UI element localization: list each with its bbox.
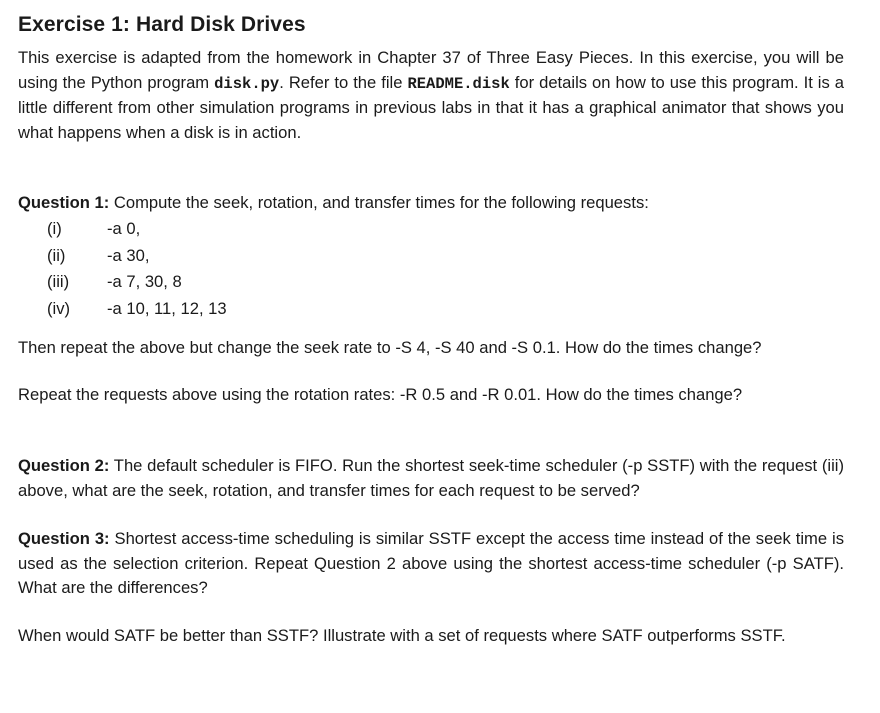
question-1 <box>18 191 844 216</box>
question-1-text: Compute the seek, rotation, and transfer times for the following requests: <box>109 193 649 212</box>
request-args: -a 10, 11, 12, 13 <box>107 298 227 318</box>
readme-filename: README.disk <box>407 74 510 93</box>
intro-text-3: for details on how to use this program. It is a little different from other simulation programs in previous labs in that it has a graphical animator that shows you what happens when a disk is in action. <box>18 72 844 142</box>
intro-text-1: This exercise is adapted from the homework in Chapter 37 of Three Easy Pieces. In this exercise, you will be using the Python program <box>18 48 844 92</box>
exercise-title: Exercise 1: Hard Disk Drives <box>18 13 306 36</box>
question-1-rotation-followup: Repeat the requests above using the rotation rates: -R 0.5 and -R 0.01. How do the times change? <box>18 385 743 404</box>
program-name: disk.py <box>214 74 280 93</box>
question-2-label: Question 2: <box>18 456 110 475</box>
question-1-seek-followup: Then repeat the above but change the seek rate to -S 4, -S 40 and -S 0.1. How do the times change? <box>18 338 762 357</box>
request-args: -a 7, 30, 8 <box>107 272 182 291</box>
question-3-label: Question 3: <box>18 529 110 548</box>
question-1-label: Question 1: <box>18 193 110 212</box>
request-number: (ii) <box>47 245 66 265</box>
request-number: (i) <box>47 219 62 238</box>
question-2-text: The default scheduler is FIFO. Run the shortest seek-time scheduler (-p SSTF) with the request (iii) above, what are the seek, rotation, and transfer times for each request to be served? <box>18 456 844 500</box>
question-3-text: Shortest access-time scheduling is similar SSTF except the access time instead of the seek time is used as the selection criterion. Repeat Question 2 above using the shortest access-time scheduler (-p SATF). What are the differences? <box>18 529 844 597</box>
request-number: (iii) <box>47 272 70 291</box>
request-number: (iv) <box>47 298 71 318</box>
question-3-followup: When would SATF be better than SSTF? Illustrate with a set of requests where SATF outperforms SSTF. <box>18 626 786 645</box>
request-args: -a 0, <box>107 219 141 238</box>
question-2 <box>18 454 844 503</box>
request-args: -a 30, <box>107 245 150 265</box>
intro-paragraph <box>18 46 844 145</box>
intro-text-2: . Refer to the file <box>279 72 408 92</box>
question-3 <box>18 527 844 601</box>
